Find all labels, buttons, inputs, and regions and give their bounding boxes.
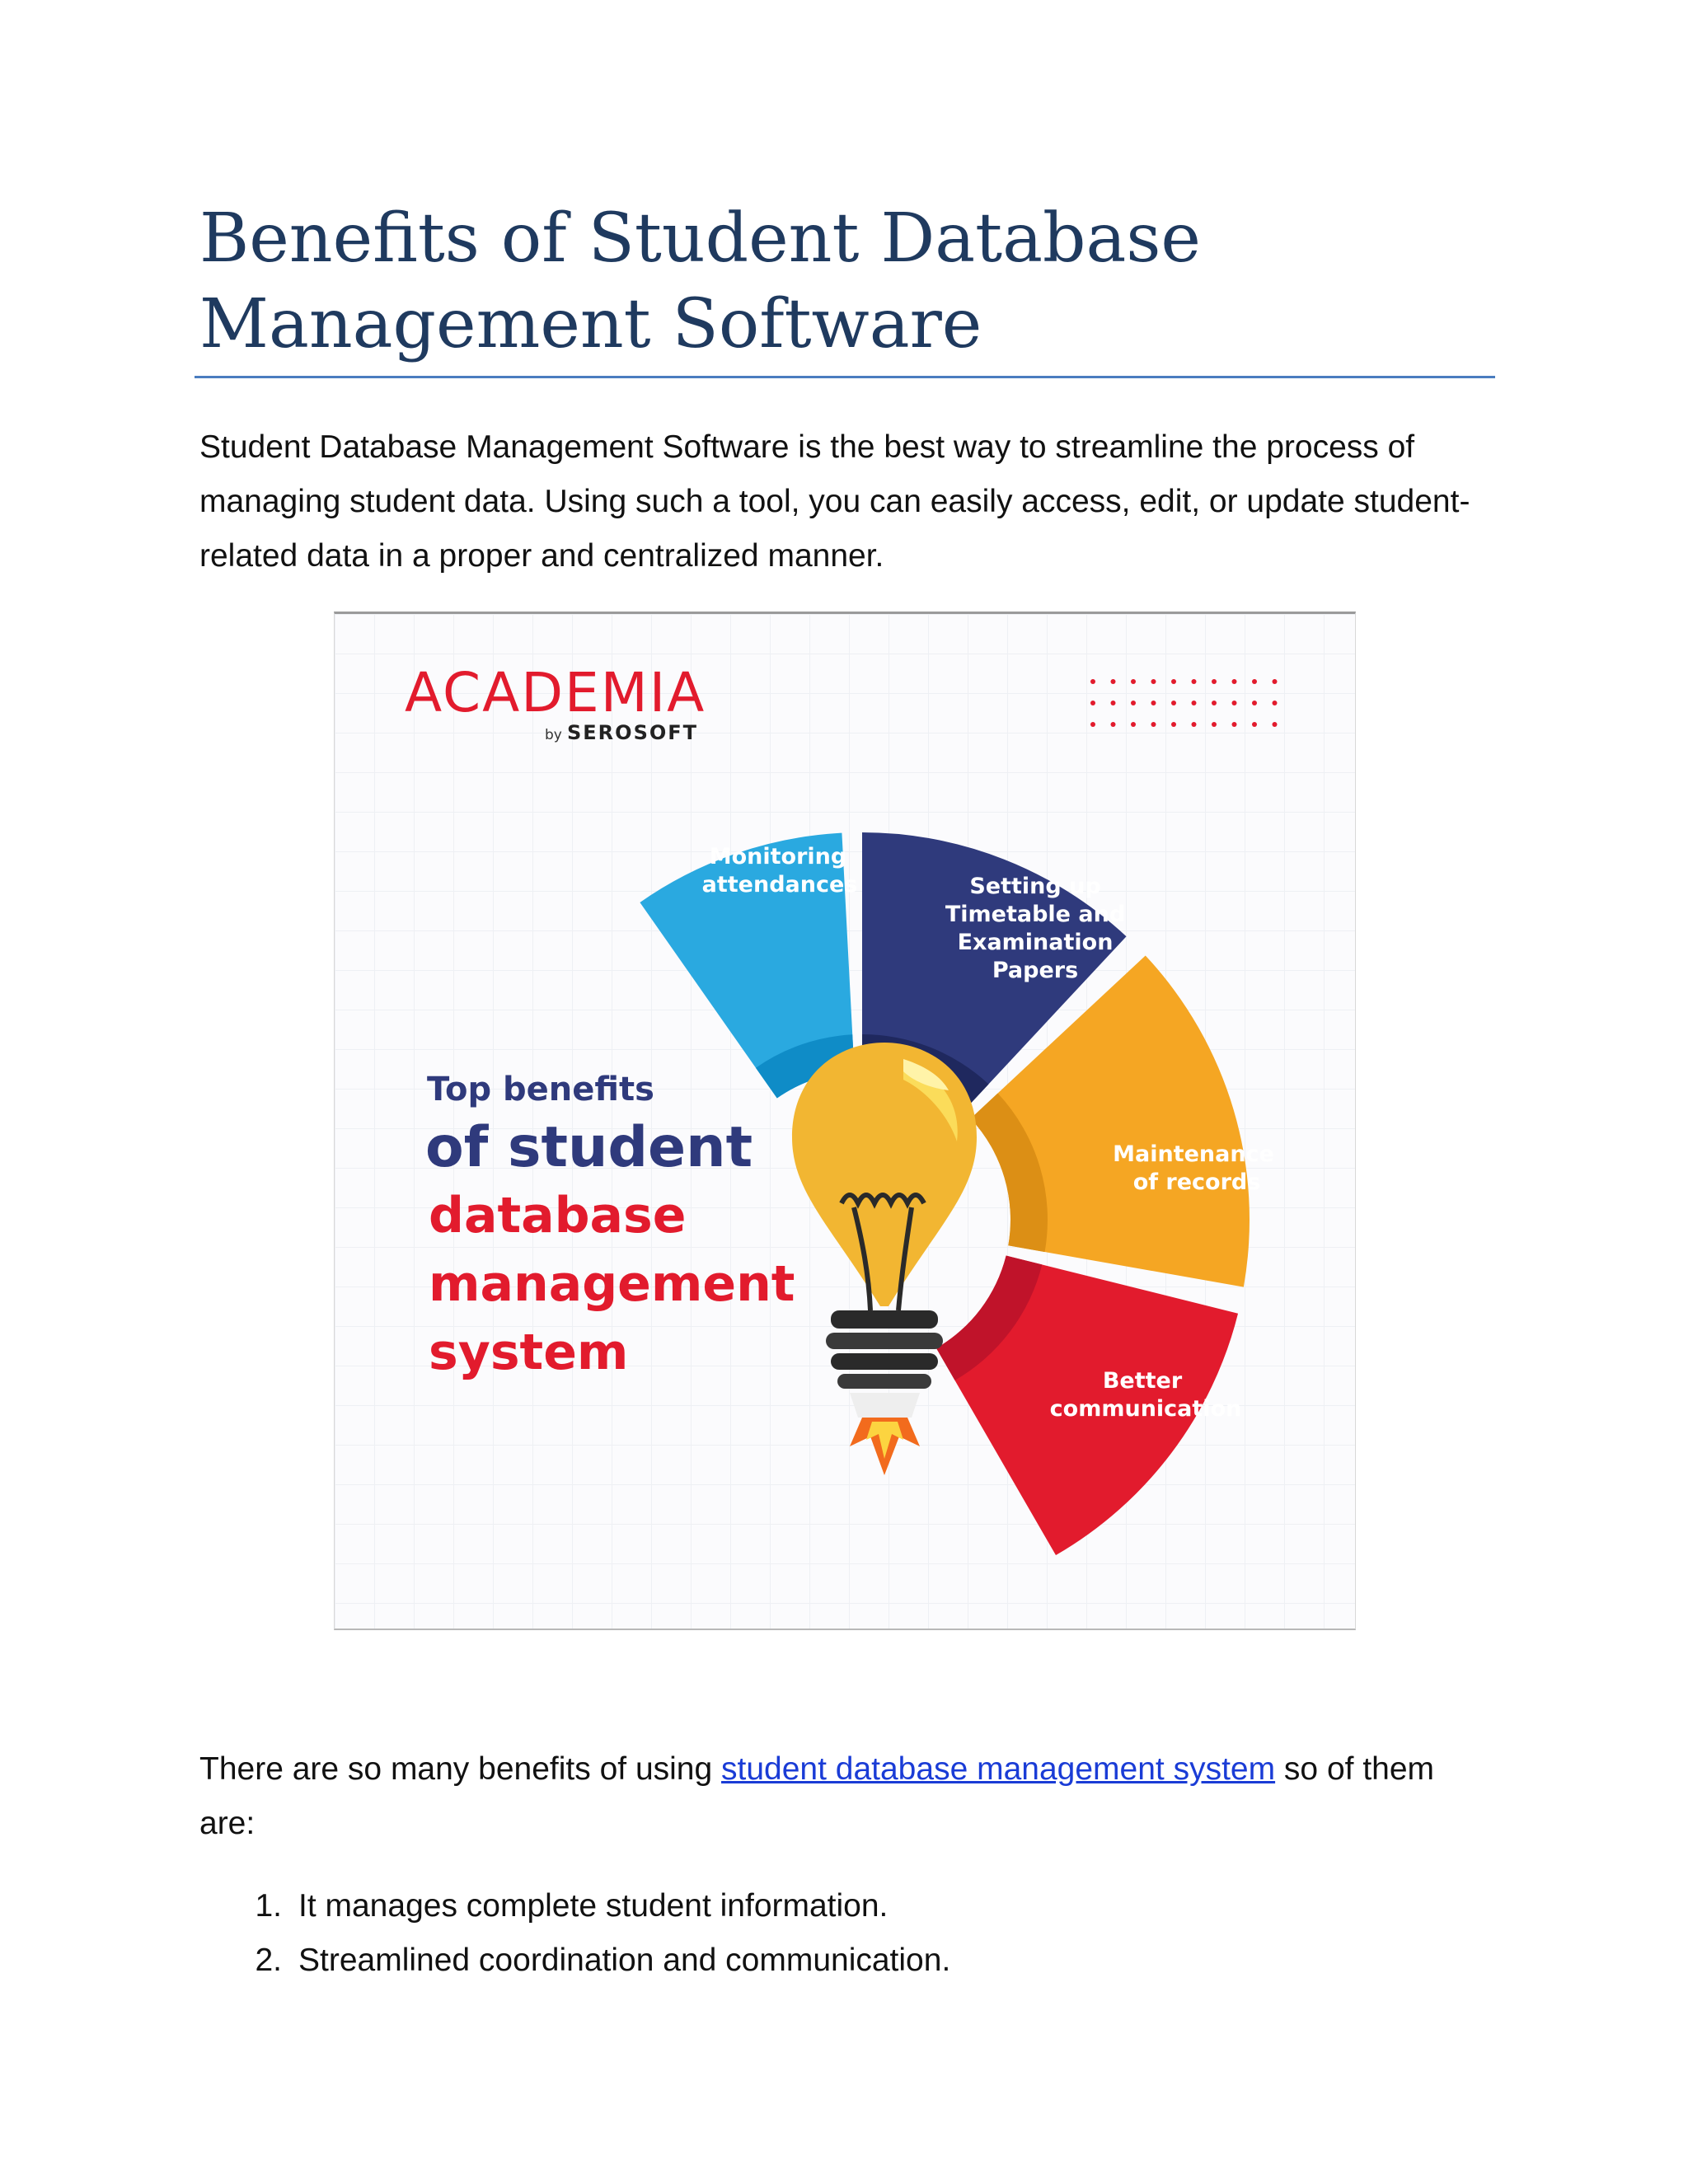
decorative-dot bbox=[1151, 701, 1156, 705]
seg0-line2: attendances bbox=[701, 872, 858, 898]
decorative-dot bbox=[1111, 679, 1116, 684]
list-item-text: It manages complete student information. bbox=[298, 1888, 889, 1924]
list-item-number: 2. bbox=[255, 1943, 282, 1978]
decorative-dot bbox=[1232, 722, 1237, 727]
infographic-svg bbox=[335, 614, 1356, 1630]
title-line-1: Benefits of Student Database bbox=[199, 199, 1201, 278]
decorative-dot bbox=[1232, 701, 1237, 705]
seg1-line1: Setting up bbox=[969, 874, 1101, 899]
decorative-dot bbox=[1171, 679, 1176, 684]
title-divider bbox=[195, 376, 1495, 378]
decorative-dot-grid bbox=[1090, 679, 1278, 727]
heading-line-2: of student bbox=[425, 1115, 753, 1180]
title-line-2: Management Software bbox=[199, 285, 982, 363]
decorative-dot bbox=[1111, 701, 1116, 705]
decorative-dot bbox=[1212, 701, 1217, 705]
infographic-image bbox=[334, 612, 1356, 1630]
page-title bbox=[199, 196, 1485, 368]
heading-line-5: system bbox=[429, 1324, 629, 1381]
seg2-line2: of records bbox=[1132, 1169, 1261, 1195]
decorative-dot bbox=[1273, 701, 1278, 705]
decorative-dot bbox=[1212, 722, 1217, 727]
list-item-text: Streamlined coordination and communication. bbox=[298, 1943, 951, 1978]
decorative-dot bbox=[1111, 722, 1116, 727]
decorative-dot bbox=[1273, 679, 1278, 684]
benefits-list bbox=[199, 1879, 950, 1988]
list-item-number: 1. bbox=[255, 1888, 282, 1924]
decorative-dot bbox=[1131, 701, 1136, 705]
decorative-dot bbox=[1171, 722, 1176, 727]
seg1-line3: Examination bbox=[957, 930, 1114, 955]
decorative-dot bbox=[1252, 679, 1257, 684]
heading-line-1: Top benefits bbox=[427, 1071, 654, 1108]
decorative-dot bbox=[1090, 679, 1095, 684]
decorative-dot bbox=[1232, 679, 1237, 684]
intro-paragraph: Student Database Management Software is the best way to streamline the process of managing student data. Using such a tool, you can easily access, edit, or update student-related data in a proper and centralized manner. bbox=[199, 429, 1470, 574]
student-database-link[interactable]: student database management system bbox=[721, 1751, 1276, 1787]
seg3-line1: Better bbox=[1102, 1368, 1183, 1394]
heading-line-4: management bbox=[429, 1255, 795, 1313]
seg2-line1: Maintenance bbox=[1113, 1141, 1274, 1167]
seg1-line4: Papers bbox=[992, 958, 1079, 983]
decorative-dot bbox=[1090, 722, 1095, 727]
decorative-dot bbox=[1151, 722, 1156, 727]
decorative-dot bbox=[1212, 679, 1217, 684]
heading-line-3: database bbox=[429, 1187, 687, 1244]
logo-by: by bbox=[545, 727, 562, 743]
outro-text-after: so of them are: bbox=[199, 1751, 1435, 1841]
list-item bbox=[199, 1933, 950, 1988]
decorative-dot bbox=[1090, 701, 1095, 705]
decorative-dot bbox=[1252, 701, 1257, 705]
decorative-dot bbox=[1192, 722, 1197, 727]
list-item bbox=[199, 1879, 950, 1933]
outro-text-before: There are so many benefits of using bbox=[199, 1751, 722, 1787]
seg3-line2: communication bbox=[1049, 1396, 1242, 1422]
outro-paragraph bbox=[199, 1742, 1485, 1851]
decorative-dot bbox=[1192, 679, 1197, 684]
decorative-dot bbox=[1131, 722, 1136, 727]
decorative-dot bbox=[1151, 679, 1156, 684]
seg1-line2: Timetable and bbox=[945, 902, 1126, 927]
seg0-line1: Monitoring bbox=[709, 844, 847, 869]
decorative-dot bbox=[1171, 701, 1176, 705]
decorative-dot bbox=[1192, 701, 1197, 705]
lightbulb-icon bbox=[792, 1043, 977, 1475]
logo-brand: SEROSOFT bbox=[567, 721, 699, 744]
decorative-dot bbox=[1252, 722, 1257, 727]
decorative-dot bbox=[1273, 722, 1278, 727]
logo-main: ACADEMIA bbox=[405, 661, 706, 724]
decorative-dot bbox=[1131, 679, 1136, 684]
